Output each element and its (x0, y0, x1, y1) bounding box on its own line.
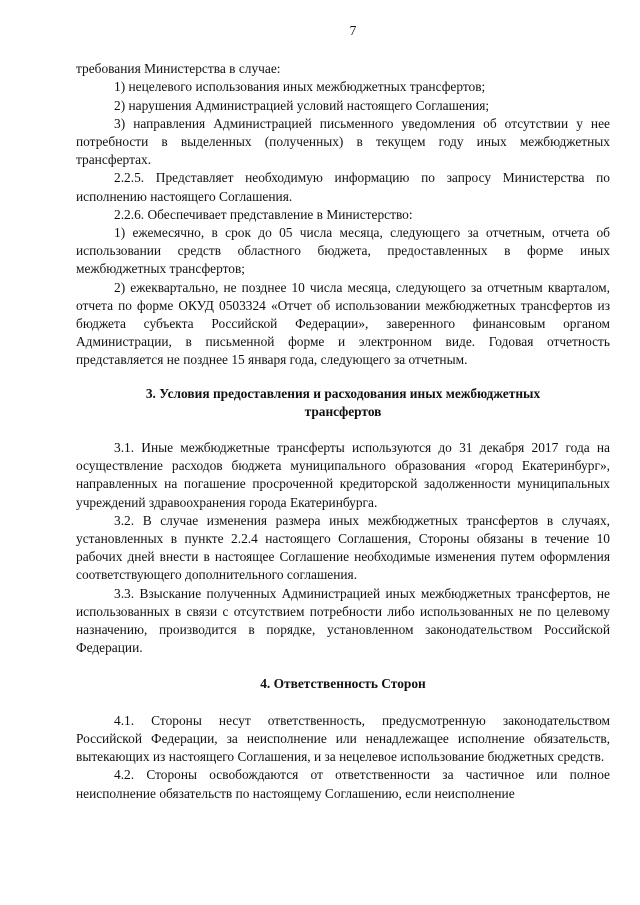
page-number: 7 (349, 23, 357, 38)
clause-4-2: 4.2. Стороны освобождаются от ответственности за частичное или полное неисполнение обязательств по настоящему Соглашению, если неисполнение (76, 767, 610, 801)
list-item-misuse: 1) нецелевого использования иных межбюджетных трансфертов; (114, 79, 486, 95)
clause-2-2-5: 2.2.5. Представляет необходимую информацию по запросу Министерства по исполнению настоящего Соглашения. (76, 170, 610, 204)
clause-2-2-6: 2.2.6. Обеспечивает представление в Министерство: (114, 206, 413, 222)
clause-2-2-6-monthly: 1) ежемесячно, в срок до 05 числа месяца, следующего за отчетным, отчета об использовании средств областного бюджета, предоставленных в форме иных межбюджетных трансфертов; (76, 225, 610, 277)
list-item-violation: 2) нарушения Администрацией условий настоящего Соглашения; (114, 97, 490, 113)
clause-2-2-6-quarterly: 2) ежеквартально, не позднее 10 числа месяца, следующего за отчетным кварталом, отчета по форме ОКУД 0503324 «Отчет об использовании межбюджетных трансфертов из бюджета субъекта Российской Федерации», заверенного финансовым органом Администрации, в письменной форме и электронном виде. Годовая отчетность представляется не позднее 15 января года, следующего за отчетным. (76, 279, 610, 368)
section-3-heading: 3. Условия предоставления и расходования иных межбюджетных трансфертов (145, 385, 541, 419)
paragraph-intro-lead: требования Министерства в случае: (76, 61, 281, 77)
document-page (76, 22, 610, 803)
section-4-heading: 4. Ответственность Сторон (260, 675, 426, 691)
clause-3-2: 3.2. В случае изменения размера иных межбюджетных трансфертов в случаях, установленных в пункте 2.2.4 настоящего Соглашения, Стороны обязаны в течение 10 рабочих дней внести в настоящее Соглашение необходимые изменения путем оформления соответствующего дополнительного соглашения. (76, 512, 610, 583)
clause-3-3: 3.3. Взыскание полученных Администрацией иных межбюджетных трансфертов, не использованных в связи с отсутствием потребности либо использованных не по целевому назначению, производится в порядке, установленном законодательством Российской Федерации. (76, 585, 610, 656)
list-item-notice: 3) направления Администрацией письменного уведомления об отсутствии у нее потребности в выделенных (полученных) в текущем году иных межбюджетных трансфертах. (76, 115, 610, 168)
clause-4-1: 4.1. Стороны несут ответственность, предусмотренную законодательством Российской Федерации, за неисполнение или ненадлежащее исполнение обязательств, вытекающих из настоящего Соглашения, и за нецелевое использование бюджетных средств. (76, 712, 610, 765)
clause-3-1: 3.1. Иные межбюджетные трансферты используются до 31 декабря 2017 года на осуществление расходов бюджета муниципального образования «город Екатеринбург», направленных на погашение просроченной кредиторской задолженности муниципальных учреждений здравоохранения города Екатеринбурга. (76, 440, 610, 510)
